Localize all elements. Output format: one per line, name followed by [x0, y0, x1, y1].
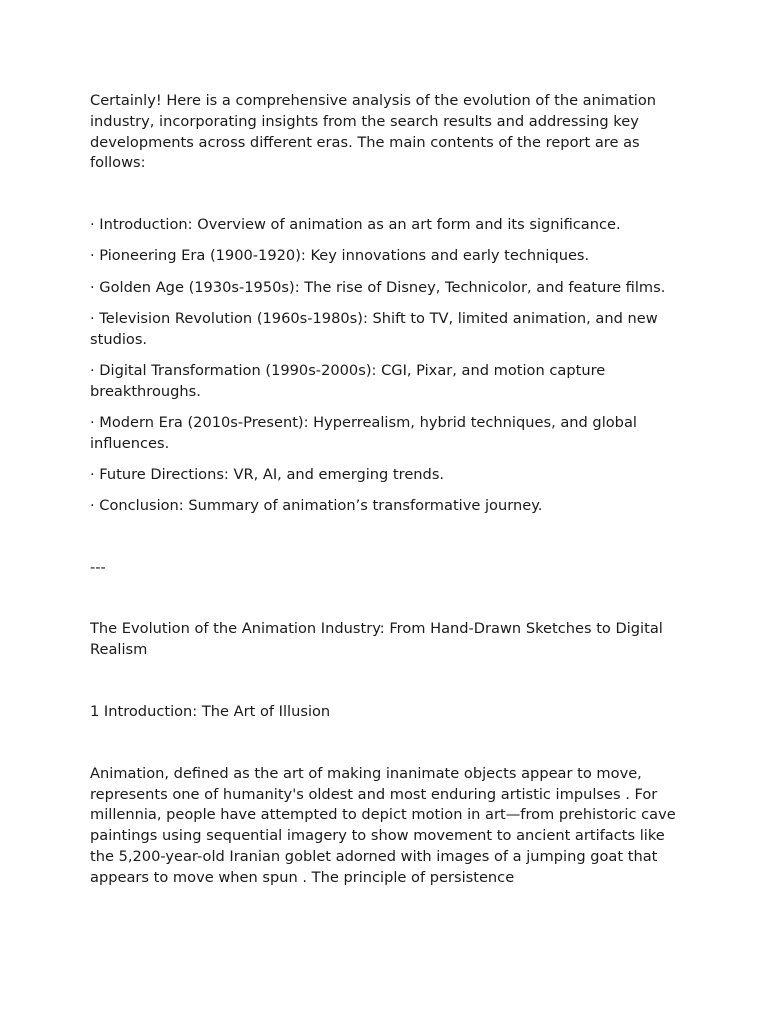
outline-item: · Introduction: Overview of animation as an art form and its significance.: [90, 216, 621, 234]
body-paragraph: Animation, defined as the art of making inanimate objects appear to move, represents one of humanity's oldest and most enduring artistic impulses . For millennia, people have attempted to depict motion in art—from prehistoric cave paintings using sequential imagery to show movement to ancient artifacts like the 5,200-year-old Iranian goblet adorned with images of a jumping goat that appears to move when spun . The principle of persistence: [90, 764, 676, 886]
intro-paragraph: Certainly! Here is a comprehensive analysis of the evolution of the animation industry, incorporating insights from the search results and addressing key developments across different eras. The main contents of the report are as follows:: [90, 92, 657, 172]
outline-item: · Pioneering Era (1900-1920): Key innovations and early techniques.: [90, 247, 590, 265]
outline-item: · Conclusion: Summary of animation’s transformative journey.: [90, 496, 543, 514]
outline-item: · Golden Age (1930s-1950s): The rise of Disney, Technicolor, and feature films.: [90, 278, 666, 296]
outline-item: · Digital Transformation (1990s-2000s): CGI, Pixar, and motion capture breakthroughs.: [90, 361, 606, 400]
document-page: [90, 91, 682, 889]
section-separator: ---: [90, 558, 106, 576]
outline-item: · Modern Era (2010s-Present): Hyperrealism, hybrid techniques, and global influences.: [90, 413, 637, 452]
outline-item: · Television Revolution (1960s-1980s): Shift to TV, limited animation, and new studios.: [90, 309, 658, 348]
outline-item: · Future Directions: VR, AI, and emerging trends.: [90, 465, 445, 483]
report-outline: [90, 215, 682, 517]
section-heading: 1 Introduction: The Art of Illusion: [90, 703, 331, 721]
document-title: The Evolution of the Animation Industry: From Hand-Drawn Sketches to Digital Realism: [90, 620, 663, 659]
